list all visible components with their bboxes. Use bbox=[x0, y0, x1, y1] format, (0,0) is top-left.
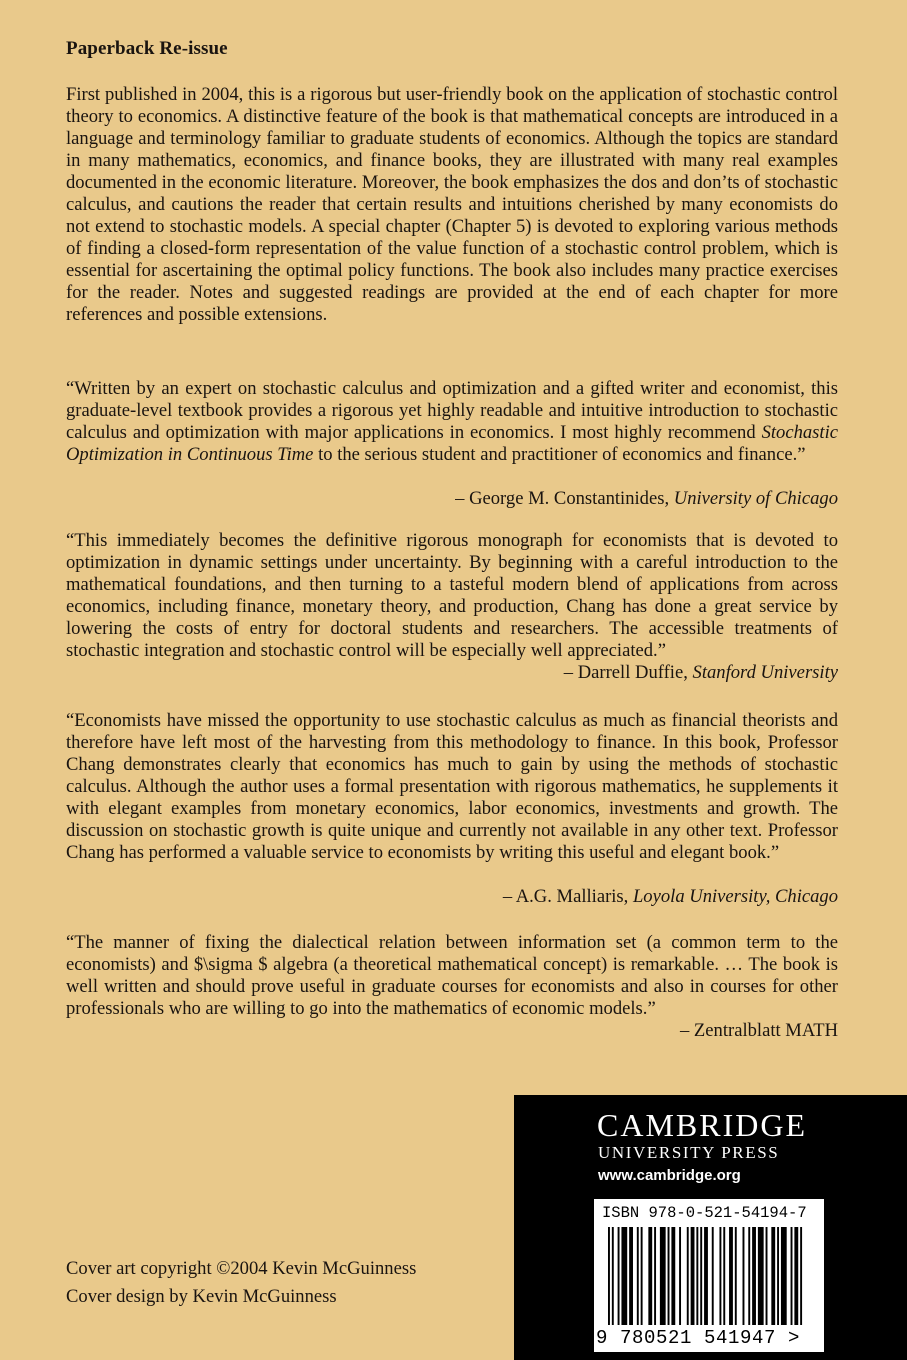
review-text: “Written by an expert on stochastic calculus and optimization and a gifted writer and economist, this graduate-level textbook provides a rigorous yet highly readable and intuitive introduction to stochastic calculus and optimization with major applications in economics. I most highly recommend bbox=[66, 378, 838, 443]
barcode-panel bbox=[594, 1199, 824, 1352]
publisher-block bbox=[514, 1095, 907, 1360]
reviewer-affiliation: Stanford University bbox=[692, 662, 838, 683]
reviewer-name: – A.G. Malliaris, bbox=[502, 886, 633, 907]
publisher-press: UNIVERSITY PRESS bbox=[598, 1143, 780, 1162]
cover-credits bbox=[66, 1255, 416, 1311]
barcode-digits: 9 780521 541947 > bbox=[596, 1327, 801, 1349]
review-attribution bbox=[66, 886, 838, 908]
isbn-label: ISBN 978-0-521-54194-7 bbox=[602, 1204, 807, 1222]
section-heading: Paperback Re-issue bbox=[66, 38, 228, 59]
publisher-name: CAMBRIDGE bbox=[597, 1107, 808, 1143]
review-attribution bbox=[66, 1020, 838, 1042]
cover-design-credit: Cover design by Kevin McGuinness bbox=[66, 1286, 337, 1307]
reviewer-name: – Zentralblatt MATH bbox=[679, 1020, 838, 1041]
review-constantinides bbox=[66, 378, 838, 466]
review-duffie bbox=[66, 530, 838, 662]
reviewer-affiliation: University of Chicago bbox=[673, 488, 838, 509]
cover-art-credit: Cover art copyright ©2004 Kevin McGuinness bbox=[66, 1258, 417, 1279]
review-text: “Economists have missed the opportunity to use stochastic calculus as much as financial theorists and therefore have left most of the harvesting from this methodology to finance. In this book, Professor Chang demonstrates clearly that economics has much to gain by using the methods of stochastic calculus. Although the author uses a formal presentation with rigorous mathematics, he supplements it with elegant examples from monetary economics, labor economics, investments and growth. The discussion on stochastic growth is quite unique and currently not available in any other text. Professor Chang has performed a valuable service to economists by writing this useful and elegant book.” bbox=[66, 710, 838, 863]
reviewer-name: – Darrell Duffie, bbox=[563, 662, 693, 683]
reviewer-affiliation: Loyola University, Chicago bbox=[632, 886, 838, 907]
barcode-icon bbox=[608, 1227, 804, 1325]
book-title: Stochastic Optimization in Continuous Time bbox=[66, 422, 838, 465]
review-text: “This immediately becomes the definitive rigorous monograph for economists that is devoted to optimization in dynamic settings under uncertainty. By beginning with a careful introduction to the mathematical foundations, and then turning to a tasteful modern blend of applications from across economics, including finance, monetary theory, and production, Chang has done a great service by lowering the costs of entry for doctoral students and researchers. The accessible treatments of stochastic integration and stochastic control will be especially well appreciated.” bbox=[66, 530, 838, 661]
reviewer-name: – George M. Constantinides, bbox=[455, 488, 674, 509]
review-attribution bbox=[66, 488, 838, 510]
review-text: “The manner of fixing the dialectical relation between information set (a common term to the economists) and $\sigma $ algebra (a theoretical mathematical concept) is remarkable. … The book is well written and should prove useful in graduate courses for economists and also in courses for other professionals who are willing to go into the mathematics of economic models.” bbox=[66, 932, 838, 1019]
review-malliaris bbox=[66, 710, 838, 864]
book-description: First published in 2004, this is a rigorous but user-friendly book on the application of stochastic control theory to economics. A distinctive feature of the book is that mathematical concepts are introduced in a language and terminology familiar to graduate students of economics. Although the topics are standard in many mathematics, economics, and finance books, they are illustrated with many real examples documented in the economic literature. Moreover, the book emphasizes the dos and don’ts of stochastic calculus, and cautions the reader that certain results and intuitions cherished by many economists do not extend to stochastic models. A special chapter (Chapter 5) is devoted to exploring various methods of finding a closed-form representation of the value function of a stochastic control problem, which is essential for ascertaining the optimal policy functions. The book also includes many practice exercises for the reader. Notes and suggested readings are provided at the end of each chapter for more references and possible extensions. bbox=[66, 84, 838, 325]
review-attribution bbox=[66, 662, 838, 684]
publisher-url: www.cambridge.org bbox=[598, 1167, 741, 1184]
review-zentralblatt bbox=[66, 932, 838, 1020]
review-text: to the serious student and practitioner of economics and finance.” bbox=[313, 444, 806, 465]
